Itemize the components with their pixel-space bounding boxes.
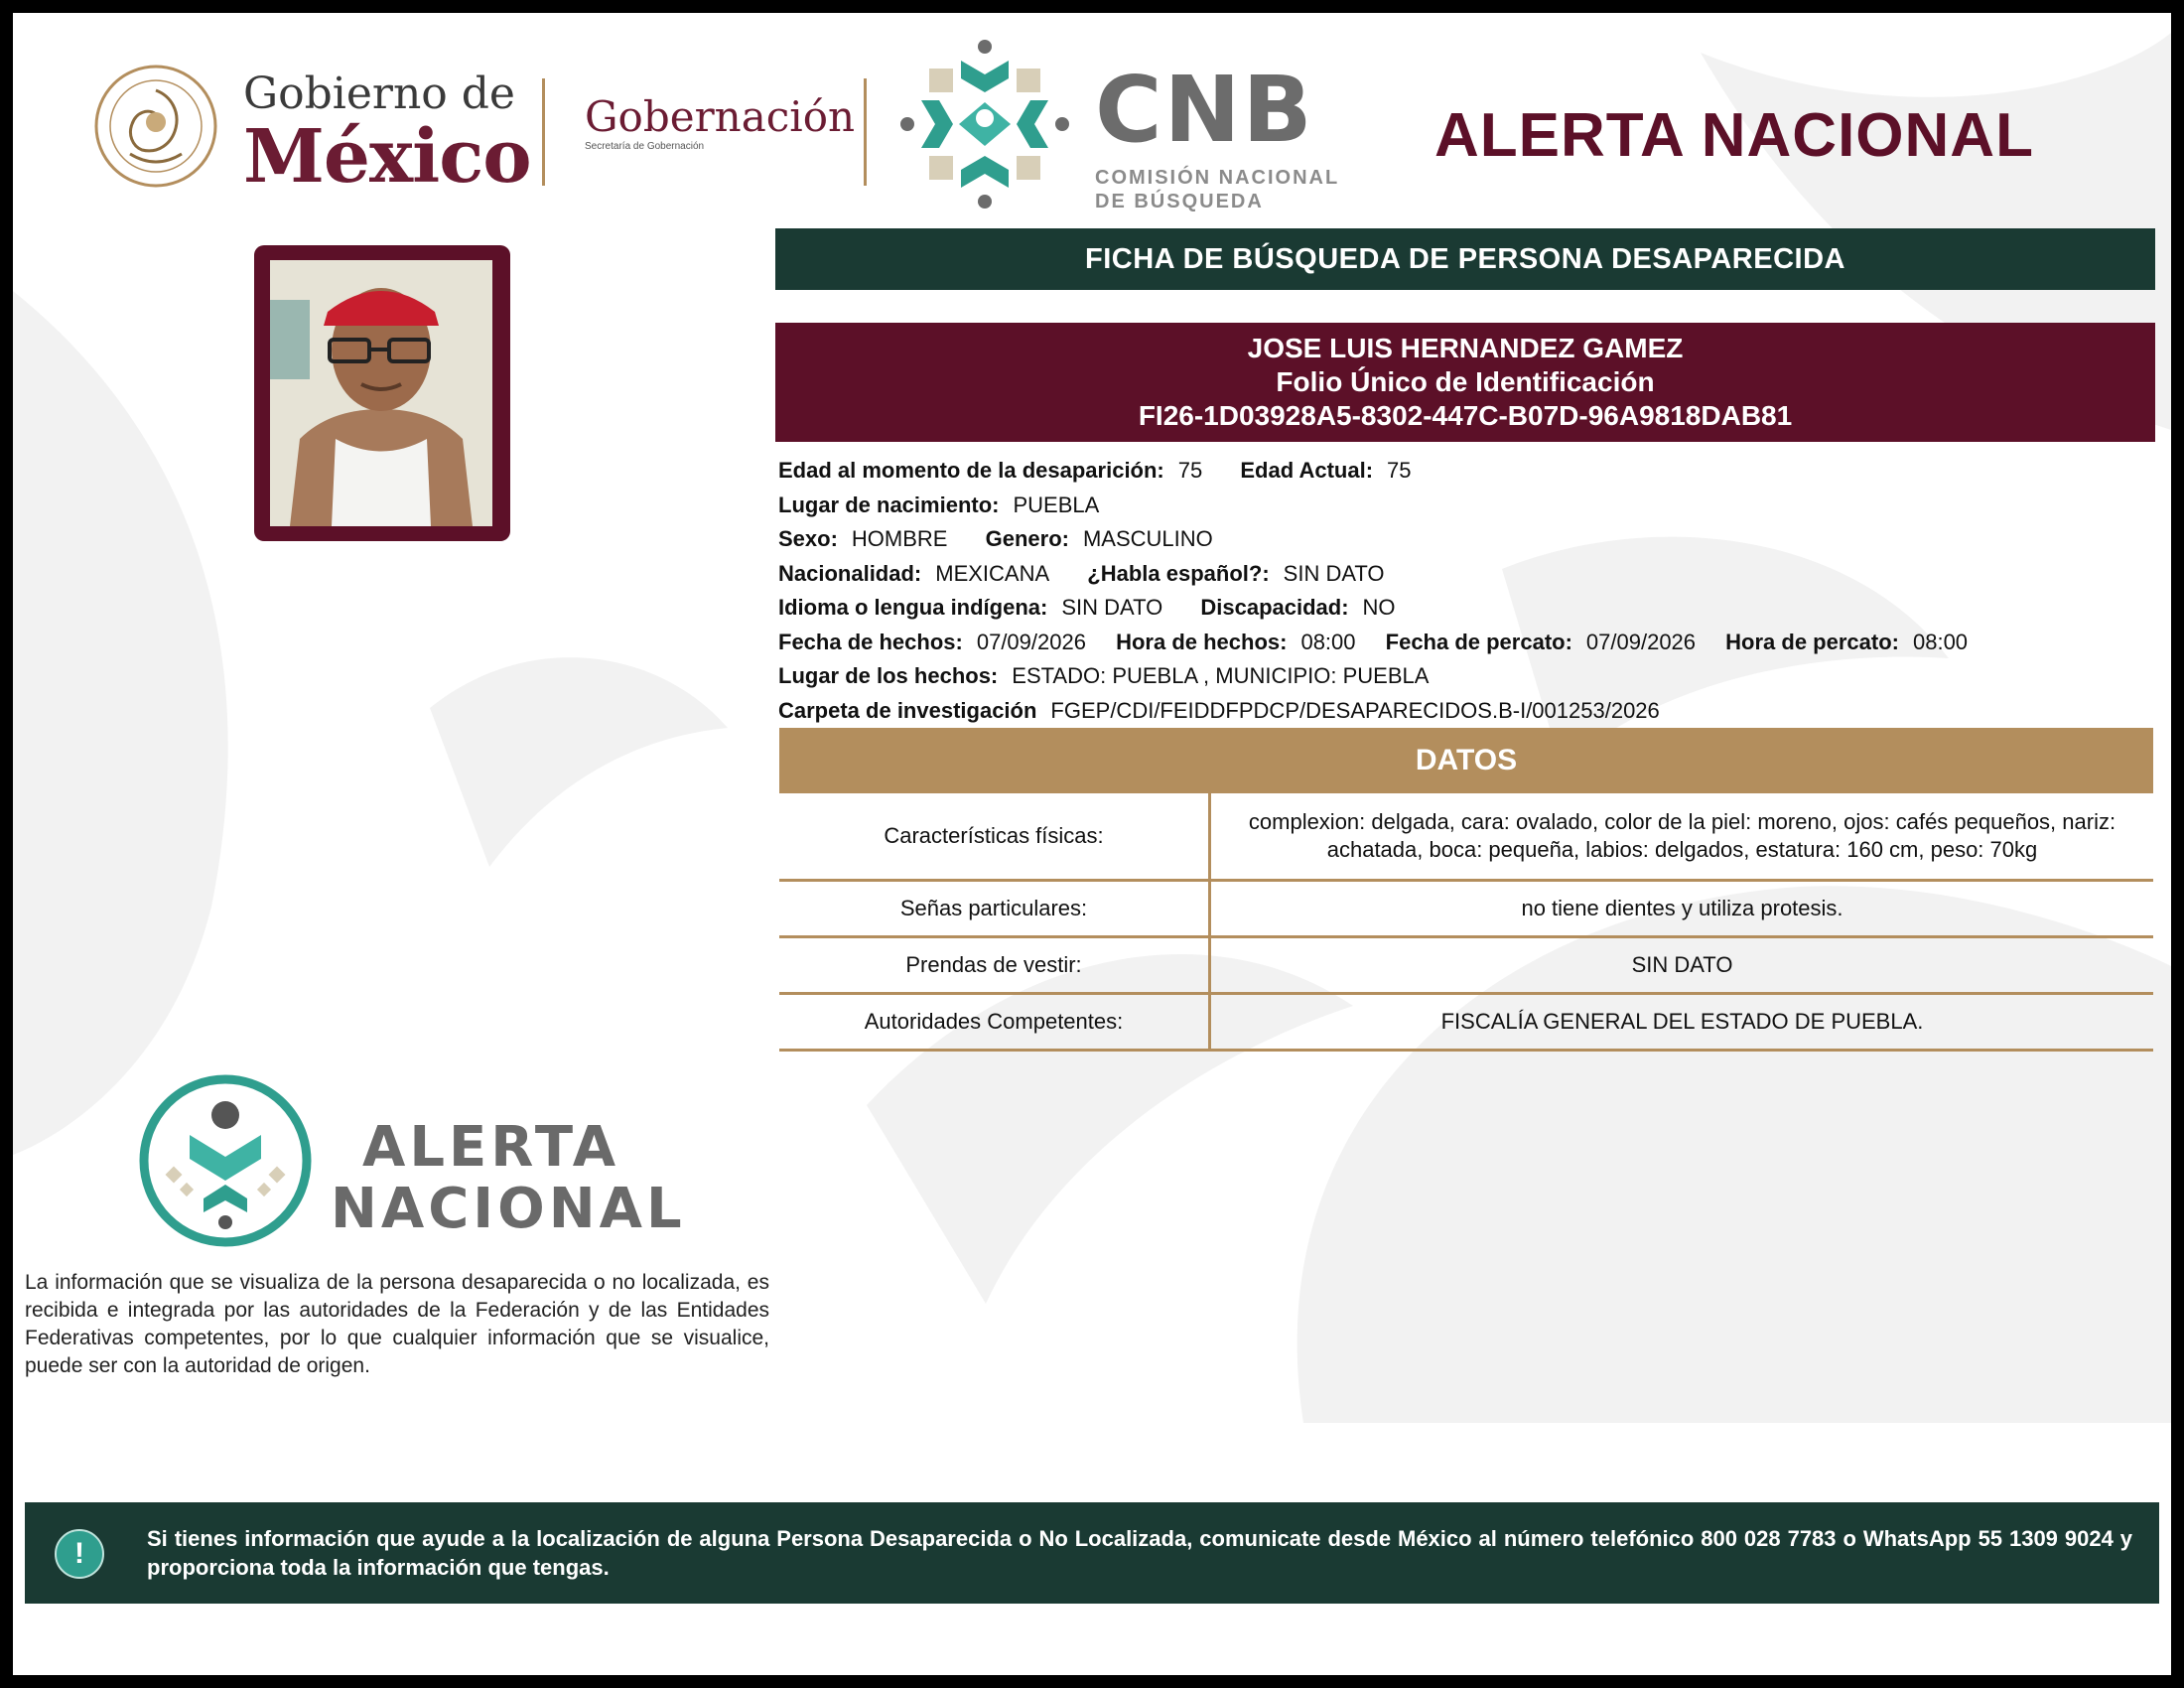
table-row (779, 936, 2153, 993)
fecha-hechos-value: 07/09/2026 (976, 629, 1086, 654)
carpeta-label: Carpeta de investigación (778, 697, 1037, 723)
header-divider (864, 78, 867, 186)
prendas-label: Prendas de vestir: (779, 936, 1210, 993)
sexo-label: Sexo: (778, 526, 838, 551)
cnb-subtitle-2: DE BÚSQUEDA (1095, 191, 1264, 212)
mexico-text: México (243, 114, 531, 200)
alerta-logo-line1: ALERTA (362, 1115, 620, 1180)
idioma-value: SIN DATO (1061, 595, 1163, 620)
senas-value: no tiene dientes y utiliza protesis. (1210, 880, 2154, 936)
datos-table (779, 793, 2153, 1052)
genero-label: Genero: (985, 526, 1069, 551)
fecha-percato-value: 07/09/2026 (1585, 629, 1697, 654)
lugar-hechos-value: ESTADO: PUEBLA , MUNICIPIO: PUEBLA (1012, 663, 1430, 688)
person-info (778, 454, 1999, 728)
genero-value: MASCULINO (1082, 526, 1213, 551)
alerta-nacional-logo-icon (138, 1073, 313, 1248)
cnb-logo-text: CNB (1095, 57, 1314, 163)
habla-espanol-label: ¿Habla español?: (1087, 560, 1270, 586)
edad-desaparicion-value: 75 (1177, 458, 1203, 483)
hora-percato-value: 08:00 (1912, 629, 1969, 654)
fecha-hechos-label: Fecha de hechos: (778, 629, 963, 654)
hora-hechos-value: 08:00 (1300, 629, 1356, 654)
table-row (779, 880, 2153, 936)
table-row (779, 793, 2153, 880)
person-name-box (775, 323, 2155, 442)
lugar-hechos-label: Lugar de los hechos: (778, 663, 999, 688)
nacionalidad-value: MEXICANA (935, 560, 1050, 586)
discapacidad-label: Discapacidad: (1200, 595, 1349, 620)
senas-label: Señas particulares: (779, 880, 1210, 936)
edad-desaparicion-label: Edad al momento de la desaparición: (778, 458, 1164, 483)
header-divider (542, 78, 545, 186)
caracteristicas-label: Características físicas: (779, 793, 1210, 880)
person-photo (270, 260, 492, 526)
discapacidad-value: NO (1362, 595, 1396, 620)
edad-actual-label: Edad Actual: (1240, 458, 1374, 483)
edad-actual-value: 75 (1387, 458, 1412, 483)
autoridades-label: Autoridades Competentes: (779, 993, 1210, 1050)
contact-banner (25, 1502, 2159, 1604)
alert-icon: ! (55, 1529, 104, 1579)
contact-message: Si tienes información que ayude a la localización de alguna Persona Desaparecida o No Localizada, comunicate desde México al número telefónico 800 028 7783 o WhatsApp 55 1309 9024 y proporciona toda la información que tengas. (147, 1526, 2132, 1580)
caracteristicas-value: complexion: delgada, cara: ovalado, color de la piel: moreno, ojos: cafés pequeños, nariz: achatada, boca: pequeña, labios: delgados, estatura: 160 cm, peso: 70kg (1210, 793, 2154, 880)
ficha-title-bar: FICHA DE BÚSQUEDA DE PERSONA DESAPARECIDA (775, 228, 2155, 290)
prendas-value: SIN DATO (1210, 936, 2154, 993)
person-name: JOSE LUIS HERNANDEZ GAMEZ (1247, 333, 1684, 363)
ficha-page (13, 13, 2171, 1675)
gobierno-de-text: Gobierno de (243, 69, 515, 119)
autoridades-value: FISCALÍA GENERAL DEL ESTADO DE PUEBLA. (1210, 993, 2154, 1050)
cnb-logo-icon (899, 39, 1070, 210)
nacionalidad-label: Nacionalidad: (778, 560, 922, 586)
alerta-nacional-title: ALERTA NACIONAL (1434, 101, 2034, 170)
nacimiento-label: Lugar de nacimiento: (778, 492, 1000, 517)
nacimiento-value: PUEBLA (1013, 492, 1100, 517)
fecha-percato-label: Fecha de percato: (1385, 629, 1572, 654)
table-row (779, 993, 2153, 1050)
person-photo-frame (254, 245, 510, 541)
datos-header: DATOS (779, 728, 2153, 793)
cnb-subtitle-1: COMISIÓN NACIONAL (1095, 167, 1340, 189)
hora-percato-label: Hora de percato: (1725, 629, 1899, 654)
secretaria-text: Secretaría de Gobernación (585, 141, 705, 152)
gobernacion-logo-text: Gobernación (585, 92, 856, 141)
disclaimer-text: La información que se visualiza de la persona desaparecida o no localizada, es recibida e integrada por las autoridades de la Federación y de las Entidades Federativas competentes, por lo que cualquier información que se visualice, puede ser con la autoridad de origen. (25, 1271, 769, 1377)
national-seal-icon (92, 63, 219, 190)
carpeta-value: FGEP/CDI/FEIDDFPDCP/DESAPARECIDOS.B-I/001253/2026 (1050, 697, 1660, 723)
habla-espanol-value: SIN DATO (1283, 560, 1385, 586)
sexo-value: HOMBRE (851, 526, 948, 551)
folio-label: Folio Único de Identificación (1276, 366, 1655, 397)
idioma-label: Idioma o lengua indígena: (778, 595, 1048, 620)
alerta-logo-line2: NACIONAL (331, 1177, 686, 1241)
folio-value: FI26-1D03928A5-8302-447C-B07D-96A9818DAB81 (1138, 400, 1793, 431)
hora-hechos-label: Hora de hechos: (1116, 629, 1288, 654)
